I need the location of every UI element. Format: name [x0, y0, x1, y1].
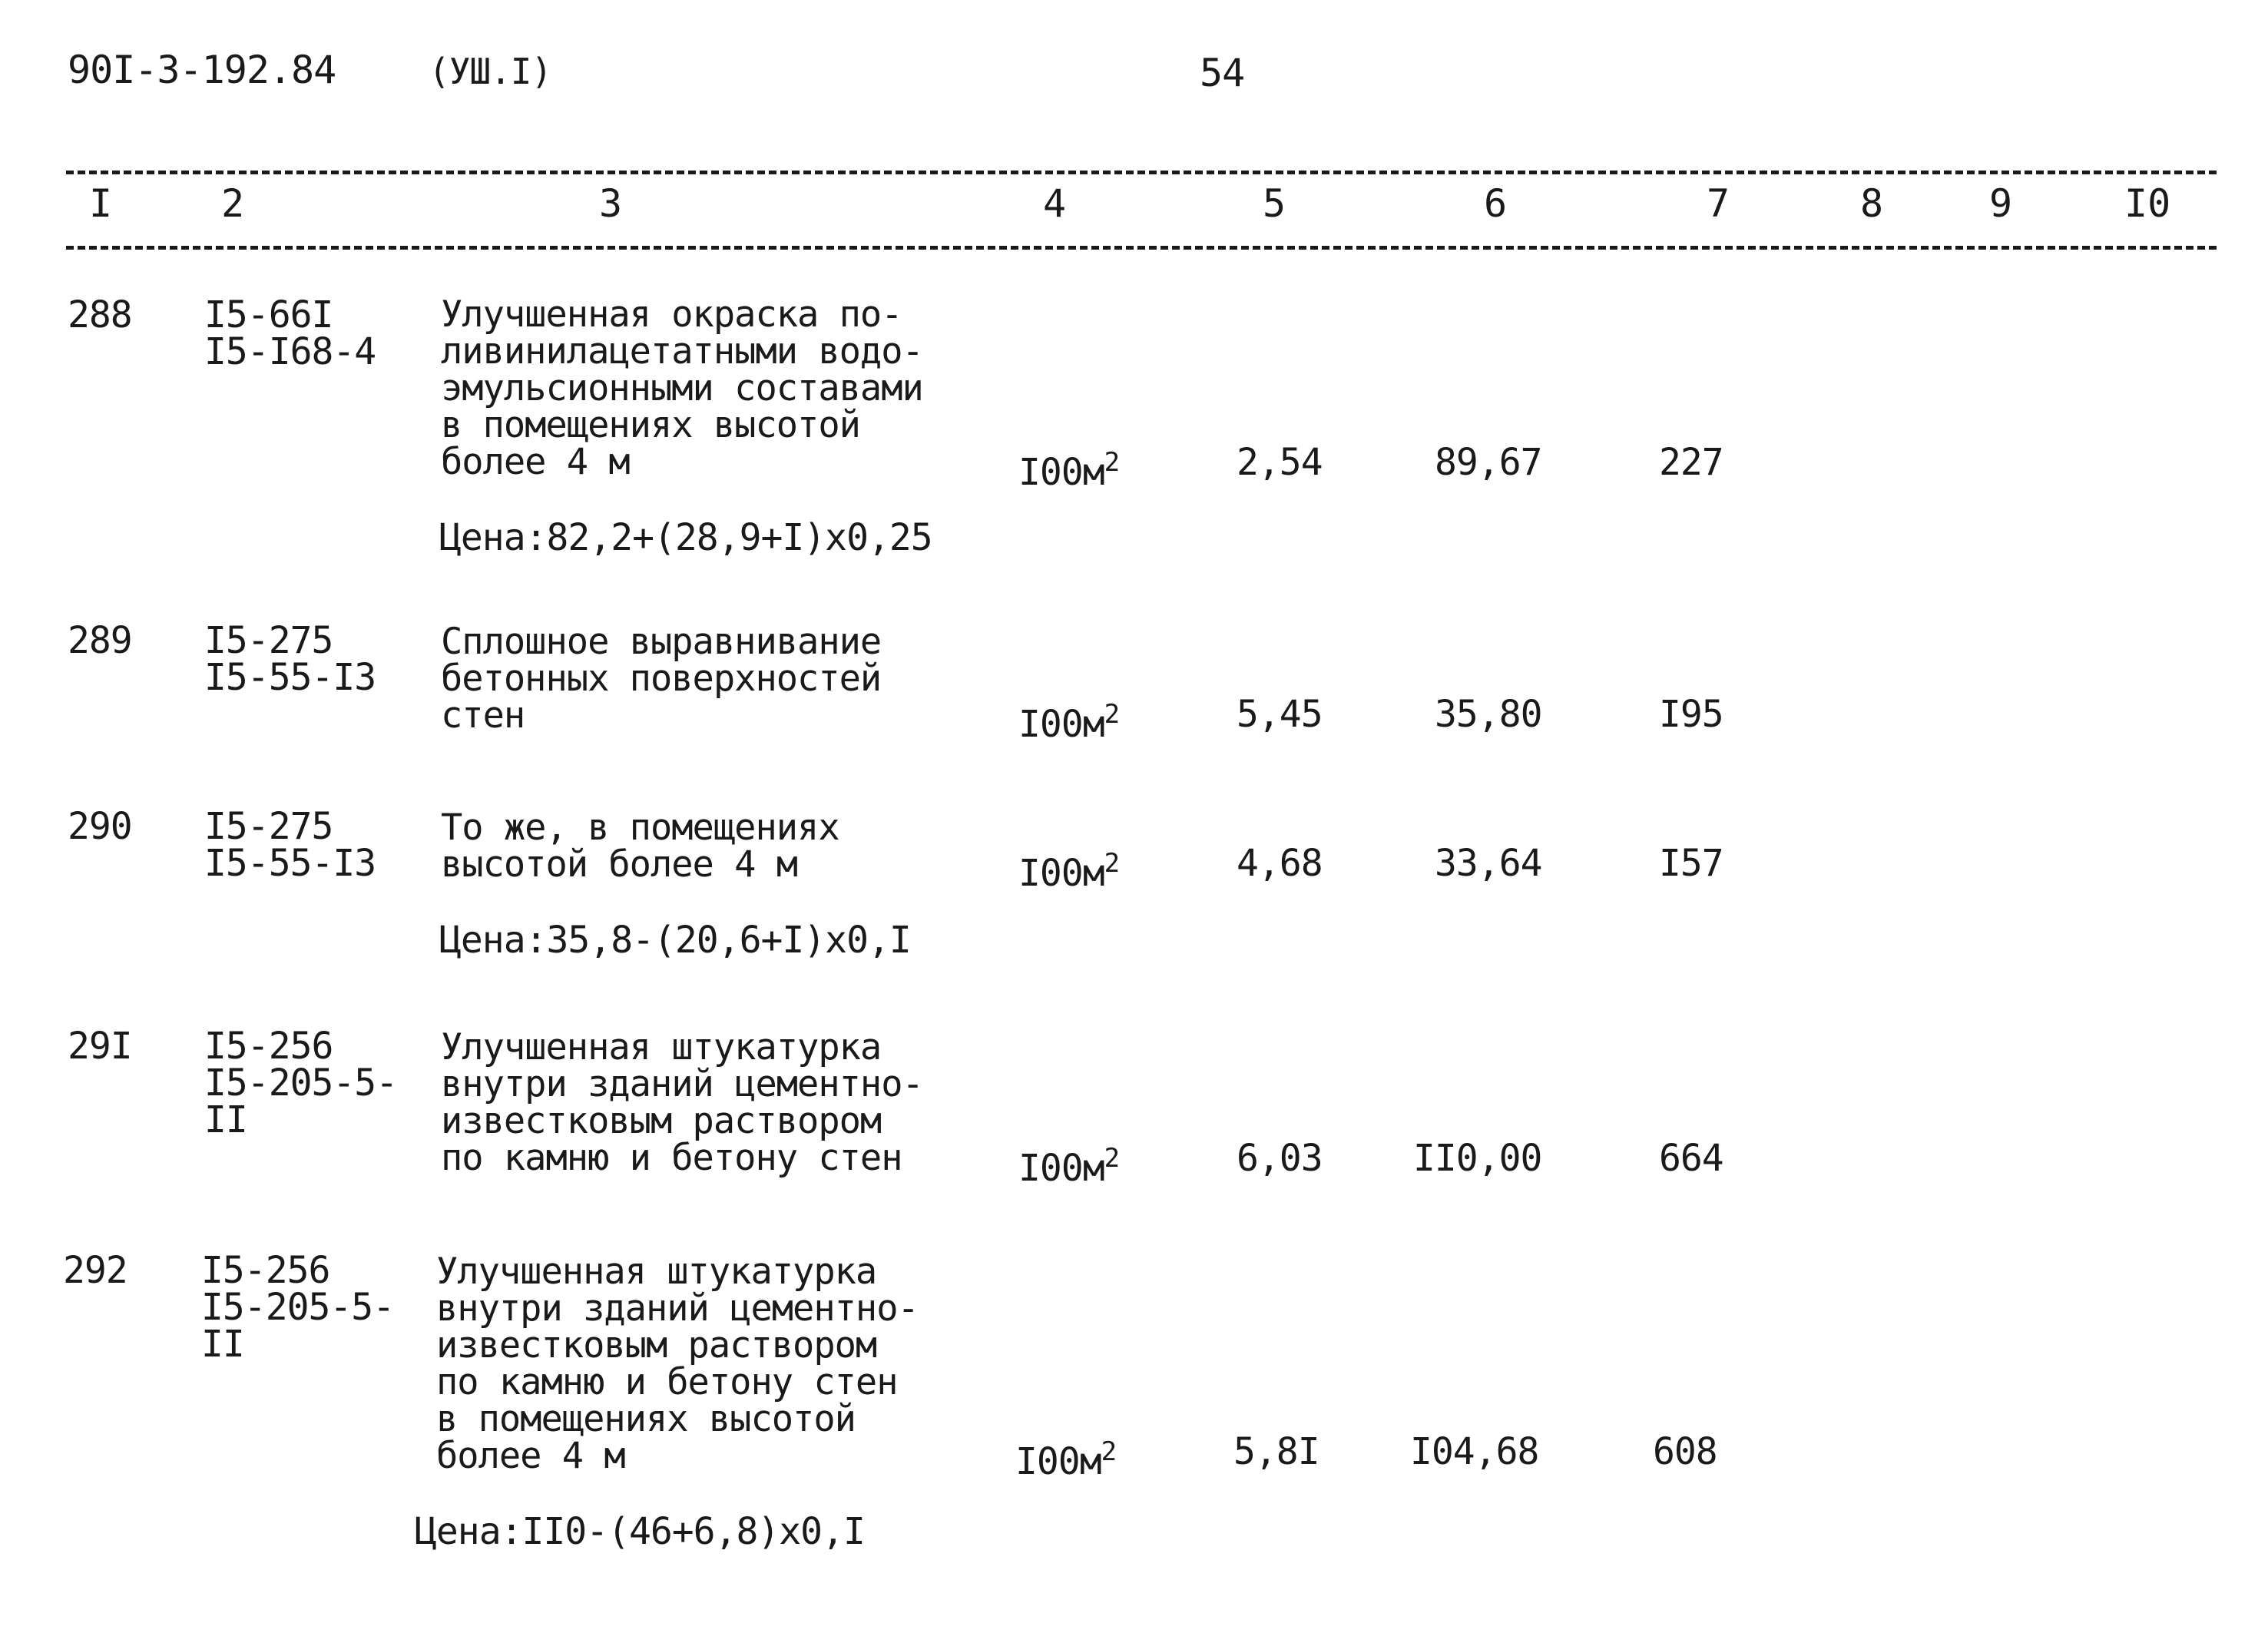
row-unit-price: II0,00 — [1413, 1137, 1542, 1180]
description-line: известковым раствором — [441, 1100, 882, 1142]
description-line: по камню и бетону стен — [441, 1137, 902, 1179]
row-unit — [1015, 1433, 1117, 1483]
page-number: 54 — [1200, 51, 1245, 95]
row-code: I5-55-I3 — [204, 656, 376, 699]
row-description — [441, 293, 923, 483]
header-rule-top — [66, 171, 2217, 174]
row-description — [441, 807, 839, 886]
row-description — [436, 1250, 919, 1477]
row-code: I5-256 — [201, 1249, 330, 1292]
column-number-9: 9 — [1989, 181, 2013, 226]
row-unit-price: 89,67 — [1435, 441, 1542, 484]
description-line: более 4 м — [441, 441, 630, 483]
row-code: I5-55-I3 — [204, 842, 376, 885]
description-line: бетонных поверхностей — [441, 658, 882, 700]
row-unit-price: 33,64 — [1435, 842, 1542, 885]
description-line: Сплошное выравнивание — [441, 621, 882, 663]
unit-exponent: 2 — [1104, 1143, 1120, 1174]
unit-exponent: 2 — [1104, 699, 1120, 730]
description-line: высотой более 4 м — [441, 843, 798, 886]
column-number-7: 7 — [1707, 181, 1730, 226]
row-unit-price: I04,68 — [1410, 1430, 1539, 1473]
row-code: I5-I68-4 — [204, 330, 376, 373]
row-price-note: Цена:II0-(46+6,8)x0,I — [415, 1510, 865, 1553]
row-quantity: 4,68 — [1237, 842, 1323, 885]
description-line: по камню и бетону стен — [436, 1361, 898, 1403]
row-number: 29I — [68, 1025, 132, 1068]
description-line: известковым раствором — [436, 1324, 877, 1366]
row-unit — [1018, 444, 1120, 494]
row-total: 664 — [1659, 1137, 1723, 1180]
description-line: Улучшенная штукатурка — [436, 1250, 877, 1293]
unit-text: I00м — [1018, 703, 1104, 746]
row-code: I5-275 — [204, 805, 333, 848]
row-total: I57 — [1659, 842, 1723, 885]
description-line: Улучшенная окраска по- — [441, 293, 902, 336]
row-code: I5-256 — [204, 1025, 333, 1068]
row-quantity: 5,8I — [1233, 1430, 1319, 1473]
row-price-note: Цена:35,8-(20,6+I)x0,I — [439, 919, 911, 962]
row-code: II — [201, 1323, 244, 1366]
row-price-note: Цена:82,2+(28,9+I)x0,25 — [439, 516, 932, 559]
description-line: эмульсионными составами — [441, 367, 923, 409]
row-number: 289 — [68, 619, 132, 662]
row-unit — [1018, 696, 1120, 746]
unit-exponent: 2 — [1104, 848, 1120, 879]
row-code: I5-275 — [204, 619, 333, 662]
column-number-4: 4 — [1043, 181, 1067, 226]
description-line: ливинилацетатными водо- — [441, 330, 923, 373]
description-line: более 4 м — [436, 1435, 625, 1477]
unit-text: I00м — [1018, 451, 1104, 494]
description-line: стен — [441, 694, 525, 737]
unit-text: I00м — [1015, 1440, 1101, 1483]
header-rule-bottom — [66, 246, 2217, 250]
column-number-10: I0 — [2124, 181, 2171, 226]
row-code: I5-66I — [204, 293, 333, 336]
description-line: в помещениях высотой — [436, 1398, 856, 1440]
row-quantity: 5,45 — [1237, 693, 1323, 736]
column-number-2: 2 — [221, 181, 245, 226]
column-number-8: 8 — [1860, 181, 1884, 226]
unit-text: I00м — [1018, 852, 1104, 895]
row-description — [441, 1026, 923, 1179]
row-number: 290 — [68, 805, 132, 848]
row-code: I5-205-5- — [204, 1062, 398, 1105]
row-total: 227 — [1659, 441, 1723, 484]
row-code: II — [204, 1098, 247, 1141]
row-total: 608 — [1653, 1430, 1717, 1473]
row-number: 292 — [63, 1249, 127, 1292]
document-code: 90I-3-192.84 — [68, 48, 336, 92]
sheet-reference: (УШ.I) — [429, 51, 552, 92]
row-description — [441, 621, 882, 737]
row-quantity: 6,03 — [1237, 1137, 1323, 1180]
row-code: I5-205-5- — [201, 1286, 395, 1329]
column-number-3: 3 — [599, 181, 623, 226]
description-line: То же, в помещениях — [441, 807, 839, 849]
unit-exponent: 2 — [1101, 1436, 1117, 1467]
row-number: 288 — [68, 293, 132, 336]
row-total: I95 — [1659, 693, 1723, 736]
row-unit — [1018, 845, 1120, 895]
description-line: внутри зданий цементно- — [436, 1287, 919, 1330]
column-number-6: 6 — [1484, 181, 1508, 226]
unit-exponent: 2 — [1104, 447, 1120, 478]
row-quantity: 2,54 — [1237, 441, 1323, 484]
description-line: Улучшенная штукатурка — [441, 1026, 882, 1068]
row-unit-price: 35,80 — [1435, 693, 1542, 736]
unit-text: I00м — [1018, 1147, 1104, 1190]
row-unit — [1018, 1140, 1120, 1190]
column-number-1: I — [89, 181, 113, 226]
description-line: в помещениях высотой — [441, 404, 860, 446]
description-line: внутри зданий цементно- — [441, 1063, 923, 1105]
column-number-5: 5 — [1263, 181, 1286, 226]
